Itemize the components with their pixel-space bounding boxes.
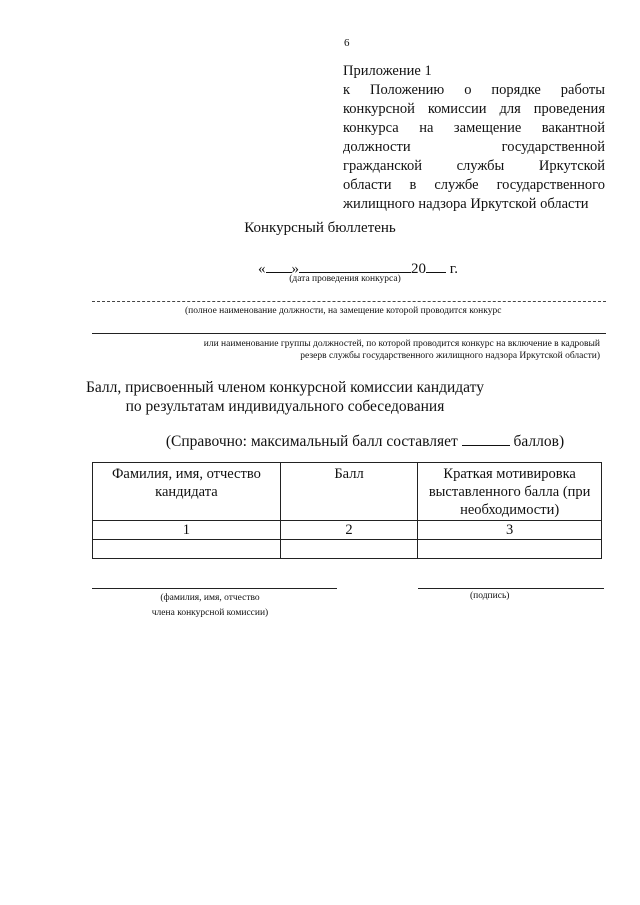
table-cell[interactable] [418, 540, 602, 559]
signature-caption: (подпись) [470, 591, 510, 601]
appendix-line: области в службе государственного [343, 177, 605, 193]
table-cell[interactable] [280, 540, 417, 559]
score-heading-line: Балл, присвоенный членом конкурсной комиссии кандидату [86, 379, 484, 396]
group-caption-line: резерв службы государственного жилищного надзора Иркутской области) [300, 351, 600, 361]
reference-suffix: баллов) [513, 433, 565, 450]
date-close-quote: » [291, 261, 299, 277]
appendix-line: конкурсной комиссии для проведения [343, 101, 605, 117]
page-number: 6 [344, 37, 350, 49]
results-table [92, 462, 602, 559]
column-number: 3 [418, 521, 602, 540]
header-score: Балл [280, 463, 417, 521]
appendix-title: Приложение 1 [343, 63, 432, 79]
ballot-title: Конкурсный бюллетень [244, 220, 396, 236]
appendix-line: конкурса на замещение вакантной [343, 120, 605, 136]
group-caption [140, 338, 600, 362]
fio-caption [120, 591, 300, 621]
column-number: 2 [280, 521, 417, 540]
appendix-line: гражданской службы Иркутской [343, 158, 605, 174]
appendix-line: жилищного надзора Иркутской области [343, 196, 589, 212]
table-cell[interactable] [93, 540, 281, 559]
day-blank [266, 258, 292, 273]
fio-caption-line: члена конкурсной комиссии) [151, 608, 269, 618]
table-row [93, 540, 602, 559]
header-motivation: Краткая мотивировка выставленного балла (при необходимости) [418, 463, 602, 521]
score-heading [0, 378, 570, 416]
max-score-blank [462, 431, 510, 446]
header-candidate-name: Фамилия, имя, отчество кандидата [93, 463, 281, 521]
year-blank [426, 258, 446, 273]
table-header-row [93, 463, 602, 521]
post-caption: (полное наименование должности, на замещение которой проводится конкурс [185, 306, 502, 316]
date-suffix: г. [449, 261, 458, 277]
date-caption: (дата проведения конкурса) [289, 274, 401, 284]
date-year: 20 [411, 261, 426, 277]
table-number-row [93, 521, 602, 540]
date-open-quote: « [258, 261, 266, 277]
reference-line [0, 431, 640, 451]
column-number: 1 [93, 521, 281, 540]
fio-caption-line: (фамилия, имя, отчество [160, 593, 260, 603]
group-caption-line: или наименование группы должностей, по которой проводится конкурс на включение в кадровый [203, 339, 600, 349]
appendix-block [343, 62, 605, 214]
signature-line [418, 588, 604, 589]
month-blank [299, 258, 411, 273]
appendix-line: должности государственной [343, 139, 605, 155]
reference-prefix: (Справочно: максимальный балл составляет [165, 433, 458, 450]
appendix-line: к Положению о порядке работы [343, 82, 605, 98]
fio-signature-line [92, 588, 337, 589]
group-name-line [92, 333, 606, 334]
post-name-line [92, 301, 606, 302]
score-heading-line: по результатам индивидуального собеседования [125, 398, 445, 415]
